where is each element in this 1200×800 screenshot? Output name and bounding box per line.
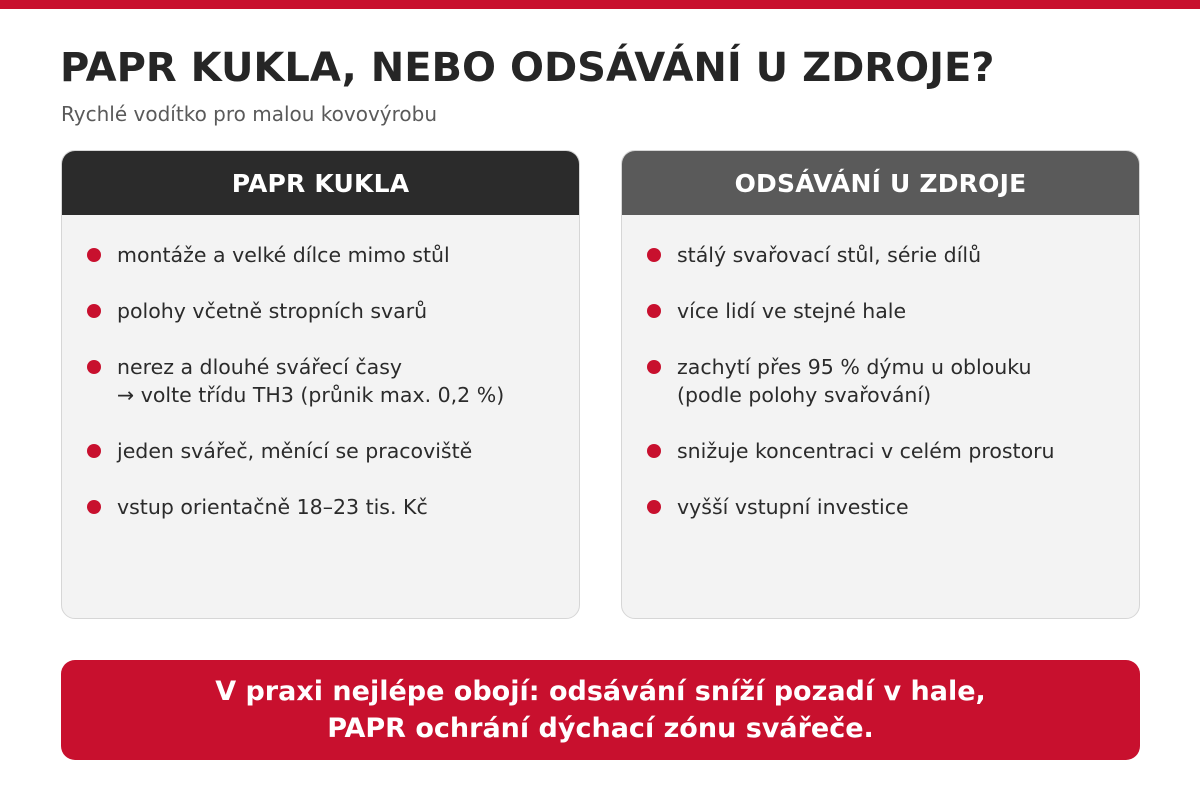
banner-line-1: V praxi nejlépe obojí: odsávání sníží pozadí v hale,	[215, 676, 986, 707]
list-item-text: montáže a velké dílce mimo stůl	[117, 243, 450, 267]
list-item-text: více lidí ve stejné hale	[677, 299, 907, 323]
bullet-dot-icon	[87, 500, 101, 514]
extraction-card-list	[622, 215, 1139, 521]
bullet-dot-icon	[87, 444, 101, 458]
list-item-text-continued: → volte třídu TH3 (průnik max. 0,2 %)	[117, 383, 505, 407]
list-item	[62, 241, 579, 269]
list-item-text-continued: (podle polohy svařování)	[677, 383, 932, 407]
list-item-text: jeden svářeč, měnící se pracoviště	[117, 439, 473, 463]
bullet-dot-icon	[647, 248, 661, 262]
list-item	[622, 353, 1139, 409]
bullet-dot-icon	[87, 248, 101, 262]
papr-card-list	[62, 215, 579, 521]
papr-card-header: PAPR KUKLA	[62, 151, 579, 215]
list-item-text: snižuje koncentraci v celém prostoru	[677, 439, 1055, 463]
bullet-dot-icon	[87, 304, 101, 318]
banner-line-2: PAPR ochrání dýchací zónu svářeče.	[327, 713, 874, 744]
list-item-text: vstup orientačně 18–23 tis. Kč	[117, 495, 428, 519]
papr-card	[61, 150, 580, 619]
list-item	[62, 297, 579, 325]
bullet-dot-icon	[647, 360, 661, 374]
extraction-card	[621, 150, 1140, 619]
extraction-card-header: ODSÁVÁNÍ U ZDROJE	[622, 151, 1139, 215]
bullet-dot-icon	[87, 360, 101, 374]
list-item	[622, 493, 1139, 521]
list-item	[62, 353, 579, 409]
bullet-dot-icon	[647, 304, 661, 318]
bullet-dot-icon	[647, 500, 661, 514]
list-item-text: stálý svařovací stůl, série dílů	[677, 243, 982, 267]
list-item	[62, 493, 579, 521]
page-title: PAPR KUKLA, NEBO ODSÁVÁNÍ U ZDROJE?	[60, 45, 995, 91]
recommendation-banner	[61, 660, 1140, 760]
top-accent-bar	[0, 0, 1200, 9]
page-subtitle: Rychlé vodítko pro malou kovovýrobu	[61, 102, 438, 126]
list-item	[622, 241, 1139, 269]
list-item-text: polohy včetně stropních svarů	[117, 299, 428, 323]
list-item-text: vyšší vstupní investice	[677, 495, 909, 519]
list-item	[622, 437, 1139, 465]
list-item	[622, 297, 1139, 325]
list-item-text: nerez a dlouhé svářecí časy	[117, 355, 403, 379]
list-item	[62, 437, 579, 465]
list-item-text: zachytí přes 95 % dýmu u oblouku	[677, 355, 1032, 379]
bullet-dot-icon	[647, 444, 661, 458]
